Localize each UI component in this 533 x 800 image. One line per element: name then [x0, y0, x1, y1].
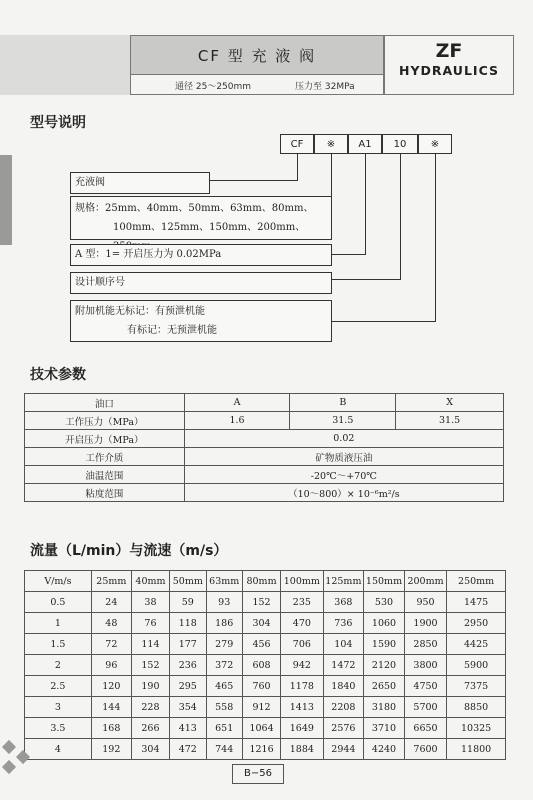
flow-cell: 1178 [281, 676, 323, 697]
tech-value: X [396, 394, 504, 412]
addfn-line-1: 附加机能无标记：有预泄机能 [75, 306, 205, 317]
flow-cell: 266 [131, 718, 169, 739]
flow-cell: 1472 [323, 655, 364, 676]
flow-cell: 304 [242, 613, 280, 634]
label-design-seq: 设计顺序号 [70, 272, 332, 294]
flow-cell: 40mm [131, 571, 169, 592]
connector-line [330, 321, 436, 322]
flow-cell: 760 [242, 676, 280, 697]
flow-row-label: 0.5 [25, 592, 92, 613]
flow-cell: 950 [404, 592, 446, 613]
flow-cell: 5700 [404, 697, 446, 718]
flow-row-label: 3 [25, 697, 92, 718]
flow-cell: 558 [206, 697, 242, 718]
logo-hydraulics: HYDRAULICS [399, 63, 499, 78]
tech-value: 1.6 [184, 412, 290, 430]
flow-cell: 50mm [170, 571, 206, 592]
page-title: CF 型 充 液 阀 [130, 35, 384, 75]
flow-cell: 2208 [323, 697, 364, 718]
flow-cell: 456 [242, 634, 280, 655]
header-left-panel [0, 35, 130, 95]
code-box-option2: ※ [418, 134, 452, 154]
table-row [25, 634, 506, 655]
flow-cell: 2576 [323, 718, 364, 739]
label-type-a: A 型：1= 开启压力为 0.02MPa [70, 244, 332, 266]
flow-row-label: 1.5 [25, 634, 92, 655]
flow-cell: 2120 [364, 655, 405, 676]
addfn-line-2: 有标记：无预泄机能 [127, 325, 217, 336]
flow-cell: 1900 [404, 613, 446, 634]
tech-value: 0.02 [184, 430, 503, 448]
label-valve: 充液阀 [70, 172, 210, 194]
flow-cell: 2944 [323, 739, 364, 760]
table-row [25, 394, 504, 412]
flow-cell: 736 [323, 613, 364, 634]
flow-table-body [25, 571, 506, 760]
tech-table [24, 393, 504, 502]
label-size [70, 196, 332, 240]
flow-section-title: 流量（L/min）与流速（m/s） [30, 543, 228, 559]
tech-label: 油温范围 [25, 466, 185, 484]
flow-cell: 1840 [323, 676, 364, 697]
flow-cell: 120 [91, 676, 131, 697]
header-spec-bar [130, 75, 384, 95]
table-row [25, 739, 506, 760]
flow-cell: 150mm [364, 571, 405, 592]
tech-label: 粘度范围 [25, 484, 185, 502]
flow-cell: 96 [91, 655, 131, 676]
flow-cell: 114 [131, 634, 169, 655]
code-box-series: 10 [382, 134, 418, 154]
code-box-cf: CF [280, 134, 314, 154]
flow-cell: 190 [131, 676, 169, 697]
flow-row-label: 4 [25, 739, 92, 760]
flow-cell: 1590 [364, 634, 405, 655]
tech-value: 矿物质液压油 [184, 448, 503, 466]
tech-value: -20℃～+70℃ [184, 466, 503, 484]
flow-cell: 72 [91, 634, 131, 655]
flow-cell: 372 [206, 655, 242, 676]
flow-cell: 7600 [404, 739, 446, 760]
tech-value: （10～800）× 10⁻⁶m²/s [184, 484, 503, 502]
table-row [25, 655, 506, 676]
flow-cell: 152 [242, 592, 280, 613]
table-row [25, 613, 506, 634]
tech-value: B [290, 394, 396, 412]
flow-cell: 4750 [404, 676, 446, 697]
connector-line [365, 154, 366, 254]
flow-cell: 76 [131, 613, 169, 634]
connector-line [330, 254, 366, 255]
flow-cell: 368 [323, 592, 364, 613]
flow-row-label: 2.5 [25, 676, 92, 697]
flow-cell: 125mm [323, 571, 364, 592]
table-row [25, 697, 506, 718]
flow-cell: 279 [206, 634, 242, 655]
flow-cell: 530 [364, 592, 405, 613]
flow-cell: 2850 [404, 634, 446, 655]
flow-cell: 912 [242, 697, 280, 718]
table-row [25, 466, 504, 484]
code-box-option1: ※ [314, 134, 348, 154]
flow-cell: 168 [91, 718, 131, 739]
label-additional-function [70, 300, 332, 342]
flow-cell: 80mm [242, 571, 280, 592]
flow-cell: 186 [206, 613, 242, 634]
connector-line [297, 154, 298, 180]
decor-diamond [2, 760, 16, 774]
flow-cell: 4425 [447, 634, 506, 655]
tech-value: 31.5 [396, 412, 504, 430]
flow-table [24, 570, 506, 760]
flow-cell: 465 [206, 676, 242, 697]
flow-row-label: 1 [25, 613, 92, 634]
pressure-rating: 压力至 32MPa [295, 82, 355, 92]
table-row [25, 484, 504, 502]
table-row [25, 592, 506, 613]
flow-cell: 144 [91, 697, 131, 718]
size-line-1: 规格：25mm、40mm、50mm、63mm、80mm、 [75, 203, 314, 214]
code-box-type [348, 134, 382, 154]
flow-cell: 1060 [364, 613, 405, 634]
code-type-text: A1 [358, 138, 372, 150]
connector-line [210, 180, 298, 181]
tech-value: A [184, 394, 290, 412]
flow-cell: 93 [206, 592, 242, 613]
tech-section-title: 技术参数 [30, 367, 86, 383]
model-section-title: 型号说明 [30, 115, 86, 131]
table-row [25, 718, 506, 739]
flow-cell: 2950 [447, 613, 506, 634]
flow-cell: 1649 [281, 718, 323, 739]
flow-row-label: 3.5 [25, 718, 92, 739]
tech-label: 工作压力（MPa） [25, 412, 185, 430]
flow-cell: 48 [91, 613, 131, 634]
flow-cell: 470 [281, 613, 323, 634]
flow-cell: 250mm [447, 571, 506, 592]
tech-value: 31.5 [290, 412, 396, 430]
flow-cell: 1064 [242, 718, 280, 739]
decor-diamond [2, 740, 16, 754]
flow-cell: 744 [206, 739, 242, 760]
flow-cell: 706 [281, 634, 323, 655]
tech-label: 工作介质 [25, 448, 185, 466]
page-number: B−56 [232, 764, 284, 784]
flow-cell: 177 [170, 634, 206, 655]
flow-cell: 236 [170, 655, 206, 676]
bore-range: 通径 25～250mm [175, 82, 252, 92]
flow-cell: 200mm [404, 571, 446, 592]
flow-cell: 38 [131, 592, 169, 613]
flow-cell: 104 [323, 634, 364, 655]
flow-cell: 25mm [91, 571, 131, 592]
flow-cell: 2650 [364, 676, 405, 697]
flow-cell: 5900 [447, 655, 506, 676]
flow-cell: 651 [206, 718, 242, 739]
flow-cell: 1216 [242, 739, 280, 760]
flow-cell: 4240 [364, 739, 405, 760]
flow-cell: 1413 [281, 697, 323, 718]
flow-cell: 295 [170, 676, 206, 697]
size-line-2: 100mm、125mm、150mm、200mm、 [113, 222, 306, 233]
table-row [25, 412, 504, 430]
flow-cell: 8850 [447, 697, 506, 718]
flow-row-label: 2 [25, 655, 92, 676]
flow-cell: 6650 [404, 718, 446, 739]
flow-cell: 24 [91, 592, 131, 613]
flow-cell: 11800 [447, 739, 506, 760]
flow-header-row [25, 571, 506, 592]
flow-cell: 228 [131, 697, 169, 718]
tech-label: 油口 [25, 394, 185, 412]
flow-cell: 3800 [404, 655, 446, 676]
logo-zf: ZF [435, 40, 463, 62]
flow-cell: 472 [170, 739, 206, 760]
flow-cell: 118 [170, 613, 206, 634]
flow-row-label: V/m/s [25, 571, 92, 592]
brand-logo [384, 35, 514, 95]
flow-cell: 59 [170, 592, 206, 613]
flow-cell: 10325 [447, 718, 506, 739]
table-row [25, 676, 506, 697]
flow-cell: 354 [170, 697, 206, 718]
flow-cell: 3710 [364, 718, 405, 739]
connector-line [400, 154, 401, 279]
flow-cell: 413 [170, 718, 206, 739]
flow-cell: 608 [242, 655, 280, 676]
flow-cell: 63mm [206, 571, 242, 592]
side-tab-marker [0, 155, 12, 245]
flow-cell: 3180 [364, 697, 405, 718]
connector-line [330, 279, 401, 280]
flow-cell: 304 [131, 739, 169, 760]
table-row [25, 430, 504, 448]
flow-cell: 100mm [281, 571, 323, 592]
flow-cell: 152 [131, 655, 169, 676]
flow-cell: 1884 [281, 739, 323, 760]
flow-cell: 7375 [447, 676, 506, 697]
table-row [25, 448, 504, 466]
flow-cell: 235 [281, 592, 323, 613]
tech-label: 开启压力（MPa） [25, 430, 185, 448]
flow-cell: 942 [281, 655, 323, 676]
flow-cell: 1475 [447, 592, 506, 613]
connector-line [435, 154, 436, 321]
flow-cell: 192 [91, 739, 131, 760]
